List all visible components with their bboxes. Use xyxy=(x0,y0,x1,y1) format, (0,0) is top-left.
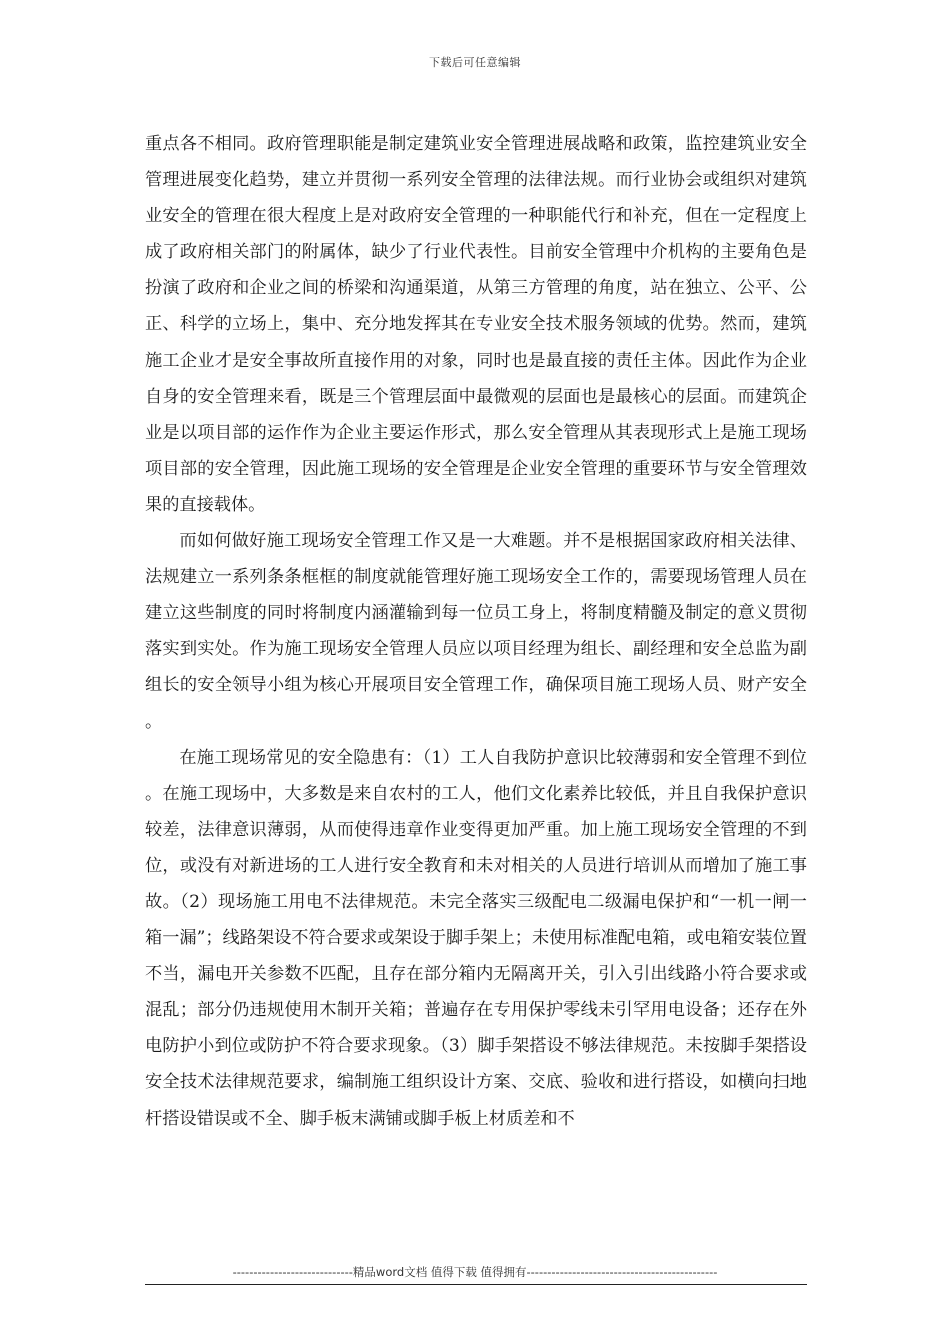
document-body xyxy=(145,126,807,1137)
page-header: 下载后可任意编辑 xyxy=(429,56,521,69)
page-footer: -----------------------------精品word文档 值得下载 值得拥有---------------------------------------------- xyxy=(232,1265,718,1279)
footer-divider xyxy=(145,1284,807,1285)
paragraph-hazards: 在施工现场常见的安全隐患有：（1）工人自我防护意识比较薄弱和安全管理不到位。在施工现场中，大多数是来自农村的工人，他们文化素养比较低，并且自我保护意识较差，法律意识薄弱，从而使得违章作业变得更加严重。加上施工现场安全管理的不到位，或没有对新进场的工人进行安全教育和未对相关的人员进行培训从而增加了施工事故。（2）现场施工用电不法律规范。未完全落实三级配电二级漏电保护和“一机一闸一箱一漏”；线路架设不符合要求或架设于脚手架上；未使用标准配电箱，或电箱安装位置不当，漏电开关参数不匹配，且存在部分箱内无隔离开关，引入引出线路小符合要求或混乱；部分仍违规使用木制开关箱；普遍存在专用保护零线未引罕用电设备；还存在外电防护小到位或防护不符合要求现象。（3）脚手架搭设不够法律规范。未按脚手架搭设安全技术法律规范要求，编制施工组织设计方案、交底、验收和进行搭设，如横向扫地杆搭设错误或不全、脚手板末满铺或脚手板上材质差和不 xyxy=(145,747,807,1129)
paragraph-continuation: 重点各不相同。政府管理职能是制定建筑业安全管理进展战略和政策，监控建筑业安全管理进展变化趋势，建立并贯彻一系列安全管理的法律法规。而行业协会或组织对建筑业安全的管理在很大程度上是对政府安全管理的一种职能代行和补充，但在一定程度上成了政府相关部门的附属体，缺少了行业代表性。目前安全管理中介机构的主要角色是扮演了政府和企业之间的桥梁和沟通渠道，从第三方管理的角度，站在独立、公平、公正、科学的立场上，集中、充分地发挥其在专业安全技术服务领域的优势。然而，建筑施工企业才是安全事故所直接作用的对象，同时也是最直接的责任主体。因此作为企业自身的安全管理来看，既是三个管理层面中最微观的层面也是最核心的层面。而建筑企业是以项目部的运作作为企业主要运作形式，那么安全管理从其表现形式上是施工现场项目部的安全管理，因此施工现场的安全管理是企业安全管理的重要环节与安全管理效果的直接载体。 xyxy=(145,134,807,515)
paragraph-site-management: 而如何做好施工现场安全管理工作又是一大难题。并不是根据国家政府相关法律、法规建立一系列条条框框的制度就能管理好施工现场安全工作的，需要现场管理人员在建立这些制度的同时将制度内涵灌输到每一位员工身上，将制度精髓及制定的意义贯彻落实到实处。作为施工现场安全管理人员应以项目经理为组长、副经理和安全总监为副组长的安全领导小组为核心开展项目安全管理工作，确保项目施工现场人员、财产安全。 xyxy=(145,531,807,732)
